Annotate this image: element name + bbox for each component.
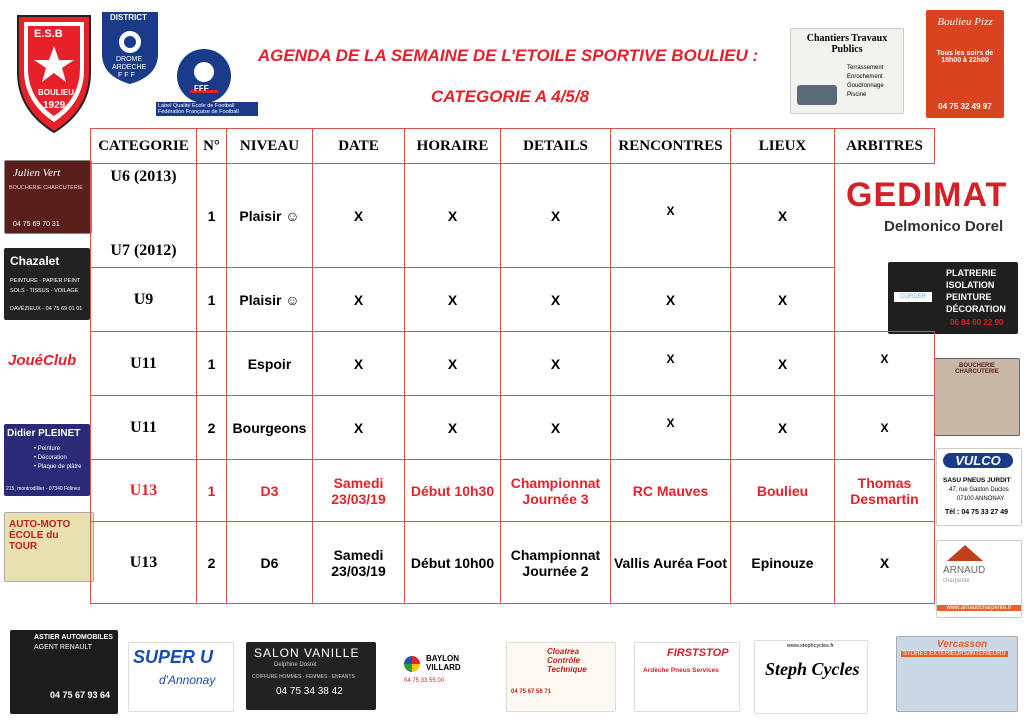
cell-horaire: Début 10h00 [405, 522, 501, 604]
cell-arbitres: Thomas Desmartin [835, 460, 935, 522]
corder-line-1: PLATRERIE [946, 268, 997, 278]
district-top-label: DISTRICT [110, 13, 147, 22]
superu-ad [128, 642, 234, 712]
cell-niveau: Plaisir ☺ [227, 164, 313, 268]
cell-date: Samedi 23/03/19 [313, 460, 405, 522]
table-row [91, 332, 935, 396]
district-line-2: ARDECHE [112, 64, 147, 71]
didier-line-2: • Décoration [34, 455, 67, 461]
cell-lieux: X [731, 268, 835, 332]
fff-logo [176, 48, 232, 104]
table-row [91, 396, 935, 460]
cell-date: Samedi 23/03/19 [313, 522, 405, 604]
gedimat-name: GEDIMAT [846, 176, 1008, 214]
corder-line-3: PEINTURE [946, 292, 992, 302]
chazalet-name: Chazalet [10, 254, 60, 268]
cell-rencontres: X [611, 164, 731, 268]
superu-name: SUPER U [133, 647, 214, 667]
chantiers-line-2: Enrochement [847, 74, 883, 80]
julien-vert-name: Julien Vert [13, 167, 61, 179]
chazalet-ad [4, 248, 90, 320]
chazalet-city: DAVÉZIEUX - 04 75 69 01 01 [10, 306, 83, 312]
cell-numero: 2 [197, 396, 227, 460]
arnaud-sub: charpente [943, 578, 970, 584]
vulco-phone: Tél : 04 75 33 27 49 [945, 509, 1009, 516]
cell-numero: 2 [197, 522, 227, 604]
cell-rencontres: X [611, 396, 731, 460]
cell-arbitres: X [835, 522, 935, 604]
categorie-u7: U7 (2012) [110, 242, 177, 259]
cell-date: X [313, 268, 405, 332]
cell-categorie: U13 [91, 460, 197, 522]
cell-lieux: X [731, 396, 835, 460]
astier-name: ASTIER AUTOMOBILES [34, 634, 113, 641]
gedimat-sub: Delmonico Dorel [884, 218, 1004, 235]
agenda-table [90, 128, 935, 604]
auto-moto-name: AUTO-MOTO ÉCOLE du TOUR [9, 519, 71, 552]
julien-vert-phone: 04 75 69 70 31 [13, 221, 60, 228]
firststop-sub: Ardèche Pneus Services [643, 667, 719, 674]
cell-details: X [501, 396, 611, 460]
esb-club-logo [14, 10, 94, 134]
firststop-name: FIRSTSTOP [667, 647, 729, 659]
steph-cycles-name: Steph Cycles [765, 659, 860, 679]
didier-line-3: • Plaque de plâtre [34, 464, 82, 470]
astier-phone: 04 75 67 93 64 [50, 690, 111, 700]
cell-horaire: X [405, 268, 501, 332]
cell-rencontres: Vallis Auréa Foot [611, 522, 731, 604]
salon-vanille-sub: Delphine Dostet [274, 662, 317, 668]
corder-name: CORDER [894, 292, 932, 302]
vulco-ad [936, 448, 1022, 526]
jouet-club-name: JouéClub [8, 352, 77, 369]
cell-niveau: D6 [227, 522, 313, 604]
pizza-name: Boulieu Pizz [937, 16, 993, 28]
chazalet-line-2: SOLS - TISSUS - VOILAGE [10, 288, 79, 294]
chazalet-line-1: PEINTURE - PAPIER PEINT [10, 278, 81, 284]
arnaud-site: www.arnaudcharpente.fr [937, 605, 1021, 611]
cell-categorie [91, 164, 197, 268]
cell-niveau: Bourgeons [227, 396, 313, 460]
district-logo [100, 10, 160, 86]
vulco-city: 07100 ANNONAY [957, 496, 1005, 502]
salon-vanille-ad [246, 642, 376, 710]
pizza-hours: Tous les soirs de 18h00 à 22h00 [936, 50, 994, 64]
cloatrea-phone: 04 75 67 56 71 [511, 689, 552, 695]
didier-pleinet-ad [4, 424, 90, 496]
baylon-name: BAYLON VILLARD [426, 654, 461, 672]
chantiers-ad [790, 28, 904, 114]
cell-lieux: Epinouze [731, 522, 835, 604]
cell-categorie: U11 [91, 396, 197, 460]
district-line-1: DROME [116, 56, 143, 63]
cell-niveau: Plaisir ☺ [227, 268, 313, 332]
cell-niveau: D3 [227, 460, 313, 522]
chantiers-line-3: Goudronnage [847, 83, 884, 89]
pizza-phone: 04 75 32 49 97 [938, 102, 992, 111]
corder-line-2: ISOLATION [946, 280, 995, 290]
header-categorie: CATEGORIE [91, 129, 197, 164]
cell-numero: 1 [197, 332, 227, 396]
vulco-name: VULCO [943, 453, 1013, 468]
table-row [91, 268, 935, 332]
fff-caption-line-1: Label Qualité Ecole de Football [158, 103, 235, 109]
cell-rencontres: X [611, 332, 731, 396]
header-date: DATE [313, 129, 405, 164]
header-details: DETAILS [501, 129, 611, 164]
baylon-phone: 04 75 33 55 00 [404, 678, 445, 684]
vercasson-sub: STORES EXTÉRIEURS/INTÉRIEURS [903, 651, 1006, 657]
categorie-u6: U6 (2013) [110, 168, 177, 185]
baylon-ad [402, 652, 492, 710]
didier-name: Didier PLEINET [7, 428, 81, 439]
table-row [91, 164, 935, 268]
vulco-addr: 47, rue Gaston Duclos [949, 487, 1009, 493]
cell-categorie: U9 [91, 268, 197, 332]
cell-details: X [501, 332, 611, 396]
cell-numero: 1 [197, 268, 227, 332]
cell-lieux: X [731, 332, 835, 396]
steph-cycles-site: www.stephcycles.fr [787, 643, 834, 649]
salon-vanille-name: SALON VANILLE [254, 646, 360, 660]
cell-date: X [313, 332, 405, 396]
astier-sub: AGENT RENAULT [34, 644, 93, 651]
salon-vanille-phone: 04 75 34 38 42 [276, 686, 343, 697]
superu-city: d'Annonay [159, 673, 216, 687]
cell-arbitres: X [835, 332, 935, 396]
cell-numero: 1 [197, 460, 227, 522]
cell-details: Championnat Journée 3 [501, 460, 611, 522]
chantiers-line-1: Terrassement [847, 65, 884, 71]
cell-horaire: X [405, 396, 501, 460]
header-rencontres: RENCONTRES [611, 129, 731, 164]
firststop-ad [634, 642, 740, 712]
cell-lieux: Boulieu [731, 460, 835, 522]
cloatrea-ad [506, 642, 616, 712]
truck-icon [797, 85, 837, 105]
table-row-highlight [91, 460, 935, 522]
cell-details: Championnat Journée 2 [501, 522, 611, 604]
boucherie-ad [934, 358, 1020, 436]
cell-horaire: X [405, 164, 501, 268]
fff-caption [156, 102, 258, 116]
cell-rencontres: X [611, 268, 731, 332]
table-row [91, 522, 935, 604]
cell-horaire: X [405, 332, 501, 396]
steph-cycles-ad [754, 640, 868, 714]
chantiers-name: Chantiers Travaux Publics [806, 33, 888, 55]
julien-vert-ad [4, 160, 92, 234]
house-icon [947, 545, 983, 561]
boucherie-name: BOUCHERIE CHARCUTERIE [955, 363, 999, 375]
baylon-color-icon [404, 656, 420, 672]
salon-vanille-desc: COIFFURE HOMMES - FEMMES - ENFANTS [252, 674, 355, 680]
cell-date: X [313, 164, 405, 268]
table-header-row [91, 129, 935, 164]
jouet-club-ad [6, 350, 90, 374]
chantiers-line-4: Piscine [847, 92, 867, 98]
district-fff: F F F [118, 72, 135, 79]
astier-ad [10, 630, 118, 714]
header-niveau: NIVEAU [227, 129, 313, 164]
cell-numero: 1 [197, 164, 227, 268]
esb-letters: E.S.B [34, 28, 63, 40]
fff-label: FFF [194, 84, 209, 93]
didier-line-1: • Peinture [34, 446, 61, 452]
header-numero: N° [197, 129, 227, 164]
arnaud-name: ARNAUD [943, 565, 986, 576]
corder-phone: 06 84 60 22 90 [950, 318, 1004, 327]
cell-categorie: U11 [91, 332, 197, 396]
page-subtitle: CATEGORIE A 4/5/8 [430, 87, 590, 106]
header-lieux: LIEUX [731, 129, 835, 164]
cell-lieux: X [731, 164, 835, 268]
cell-categorie: U13 [91, 522, 197, 604]
fff-caption-line-2: Fédération Française de Football [158, 109, 239, 115]
cell-rencontres: RC Mauves [611, 460, 731, 522]
cell-arbitres: X [835, 396, 935, 460]
didier-footer: 215, montrodillier - 07340 Félines [6, 486, 81, 492]
vercasson-name: Vercasson [937, 639, 988, 650]
esb-year: 1929 [43, 100, 66, 111]
cell-arbitres [835, 268, 935, 332]
julien-vert-sub: BOUCHERIE CHARCUTERIE [9, 185, 83, 191]
cell-date: X [313, 396, 405, 460]
esb-city: BOULIEU [38, 88, 74, 97]
page-title: AGENDA DE LA SEMAINE DE L’ETOILE SPORTIVE BOULIEU : [257, 46, 759, 65]
corder-line-4: DÉCORATION [946, 304, 1006, 314]
cell-details: X [501, 268, 611, 332]
auto-moto-ecole-ad [4, 512, 94, 582]
header-horaire: HORAIRE [405, 129, 501, 164]
boulieu-pizza-ad [926, 10, 1004, 118]
vercasson-ad [896, 636, 1018, 712]
cell-arbitres [835, 164, 935, 268]
cell-details: X [501, 164, 611, 268]
cloatrea-name: Cloatrea Contrôle Technique [547, 647, 587, 674]
arnaud-ad [936, 540, 1022, 618]
cell-horaire: Début 10h30 [405, 460, 501, 522]
header-arbitres: ARBITRES [835, 129, 935, 164]
vulco-sub: SASU PNEUS JURDIT [943, 477, 1011, 484]
cell-niveau: Espoir [227, 332, 313, 396]
